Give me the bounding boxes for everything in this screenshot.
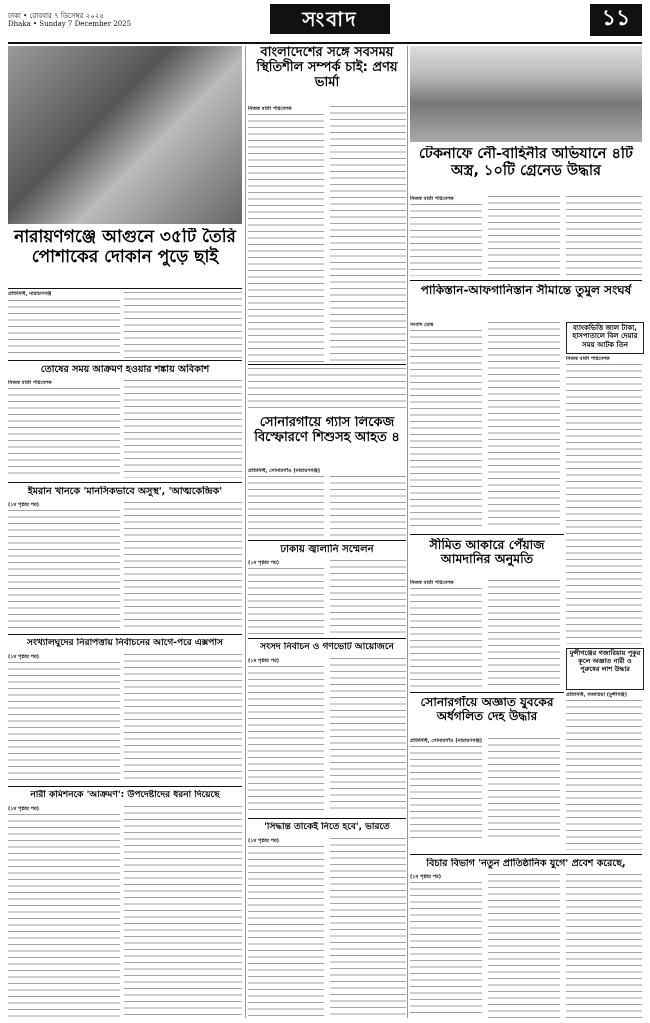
column-divider xyxy=(407,46,408,1018)
teknaf-headline: টেকনাফে নৌ-বাহিনীর অভিযানে ৪টি অস্ত্র, ১০টি গ্রেনেড উদ্ধার xyxy=(419,146,633,179)
election-body-col1 xyxy=(248,666,324,814)
teknaf-body-col3 xyxy=(566,196,642,276)
divider xyxy=(248,818,406,819)
imran-byline: (১ম পৃষ্ঠার পর) xyxy=(8,502,40,508)
munshi-body xyxy=(566,700,642,850)
fire-photo xyxy=(8,46,242,224)
teknaf-body-col1 xyxy=(410,204,482,276)
masthead-date-english: Dhaka • Sunday 7 December 2025 xyxy=(8,20,132,28)
fire-headline: নারায়ণগঞ্জে আগুনে ৩৫টি তৈরি পোশাকের দোকান পুড়ে ছাই xyxy=(14,228,236,267)
india-byline: নিজস্ব বার্তা পরিবেশক xyxy=(248,106,292,112)
divider xyxy=(8,786,242,787)
rasal-body-col1 xyxy=(8,388,120,478)
divider xyxy=(248,364,406,365)
rasal-headline: তোষের সময় আক্রমণ হওয়ার শঙ্কায় অবিকাশ xyxy=(40,364,210,375)
pakafghan-body-col1 xyxy=(410,330,482,530)
election-headline: সংসদ নির্বাচন ও গণভোট আয়োজনে xyxy=(260,642,394,652)
bank-headline: ব্যাংকভিত্তি জাল টাকা, হাসপাতালে বিল দেয়ার সময় আটক তিন xyxy=(572,324,638,349)
dhaka-byline: (১ম পৃষ্ঠার পর) xyxy=(248,560,280,566)
rasal-byline: নিজস্ব বার্তা পরিবেশক xyxy=(8,380,52,386)
column-divider xyxy=(245,46,246,1018)
bank-box xyxy=(566,322,644,354)
election-byline: (১ম পৃষ্ঠার পর) xyxy=(248,658,280,664)
fire-body-col2 xyxy=(124,292,242,358)
india-headline: বাংলাদেশের সঙ্গে সবসময় স্থিতিশীল সম্পর্ক চাই: প্রণয় ভার্মা xyxy=(256,46,398,90)
judiciary-body-col3 xyxy=(566,874,642,1018)
judiciary-body-col1 xyxy=(410,882,482,1018)
gas-headline: সোনারগাঁয়ে গ্যাস লিকেজ বিস্ফোরণে শিশুসহ আহত ৪ xyxy=(254,416,400,445)
onion-headline: সীমিত আকারে পেঁয়াজ আমদানির অনুমতি xyxy=(429,538,545,567)
women-byline: (১ম পৃষ্ঠার পর) xyxy=(8,806,40,812)
women-body-col2 xyxy=(124,806,242,1018)
page-number: ১১ xyxy=(590,4,642,36)
center-body-block xyxy=(248,368,406,412)
women-headline: নারী কমিশনকে 'আক্রমণ': উপদেষ্টাদের ধরনা দিয়েছে xyxy=(30,790,220,800)
newspaper-logo: সংবাদ xyxy=(270,4,390,34)
fire-byline: প্রতিনিধি, নারায়ণগঞ্জ xyxy=(8,291,52,297)
election-body-col2 xyxy=(330,658,406,814)
india-body-col1 xyxy=(248,114,324,362)
decision-byline: (১ম পৃষ্ঠার পর) xyxy=(248,838,280,844)
women-body-col1 xyxy=(8,814,120,1018)
munshi-box xyxy=(566,648,644,690)
minority-headline: সংখ্যালঘুদের নিরাপত্তায় নির্বাচনের আগে-পরে এক্সপাস xyxy=(27,638,223,648)
teknaf-byline: নিজস্ব বার্তা পরিবেশক xyxy=(410,196,454,202)
youth-body-col1 xyxy=(410,746,482,842)
pakafghan-body-col2 xyxy=(488,322,560,530)
divider xyxy=(8,634,242,635)
minority-body-col1 xyxy=(8,662,120,782)
masthead xyxy=(8,4,642,44)
divider xyxy=(248,540,406,541)
india-body-col2 xyxy=(330,106,406,362)
imran-body-col2 xyxy=(124,502,242,630)
imran-body-col1 xyxy=(8,510,120,630)
divider xyxy=(8,482,242,483)
rasal-body-col2 xyxy=(124,380,242,478)
onion-body-col1 xyxy=(410,588,482,688)
minority-body-col2 xyxy=(124,654,242,782)
munshi-byline: প্রতিনিধি, গজারিয়া (মুন্সীগঞ্জ) xyxy=(566,692,627,698)
minority-byline: (১ম পৃষ্ঠার পর) xyxy=(8,654,40,660)
onion-byline: নিজস্ব বার্তা পরিবেশক xyxy=(410,580,454,586)
judiciary-byline: (১ম পৃষ্ঠার পর) xyxy=(410,874,442,880)
judiciary-body-col2 xyxy=(488,874,560,1018)
youth-body-col2 xyxy=(488,738,560,842)
imran-headline: ইমরান খানকে 'মানসিকভাবে অসুস্থ', 'আত্মকেন্দ্রিক' xyxy=(27,486,223,497)
dhaka-body-col1 xyxy=(248,568,324,634)
pakafghan-byline: সংবাদ ডেস্ক xyxy=(410,322,434,328)
decision-headline: 'সিদ্ধান্ত তাকেই নিতে হবে', ভারতে xyxy=(264,822,390,832)
bank-body xyxy=(566,364,642,644)
gas-body-col2 xyxy=(330,476,406,536)
gas-body-col1 xyxy=(248,476,324,536)
divider xyxy=(410,854,642,855)
dhaka-headline: ঢাকায় জ্বালানি সম্মেলন xyxy=(280,544,374,555)
dhaka-body-col2 xyxy=(330,560,406,634)
divider xyxy=(410,280,642,281)
decision-body-col1 xyxy=(248,846,324,1018)
fire-body-col1 xyxy=(8,300,120,358)
divider xyxy=(8,360,242,361)
decision-body-col2 xyxy=(330,838,406,1018)
youth-headline: সোনারগাঁয়ে অজ্ঞাত যুবকের অর্ধগলিত দেহ উদ্ধার xyxy=(420,696,554,723)
teknaf-body-col2 xyxy=(488,196,560,276)
masthead-date-bangla: ঢাকা • রোববার ৭ ডিসেম্বর ২০২৫ xyxy=(8,12,104,20)
youth-byline: প্রতিনিধি, সোনারগাঁও (নারায়ণগঞ্জ) xyxy=(410,738,483,744)
onion-body-col2 xyxy=(488,580,560,688)
bank-byline: নিজস্ব বার্তা পরিবেশক xyxy=(566,356,610,362)
gas-byline: প্রতিনিধি, সোনারগাঁও (নারায়ণগঞ্জ) xyxy=(248,468,321,474)
judiciary-headline: বিচার বিভাগ 'নতুন প্রাতিষ্ঠানিক যুগে' প্রবেশ করেছে, xyxy=(426,858,626,869)
divider xyxy=(8,288,242,289)
divider xyxy=(410,692,564,693)
divider xyxy=(248,638,406,639)
divider xyxy=(410,534,564,535)
munshi-headline: মুন্সীগঞ্জের গজারিয়ায় পুকুর কূলে অজ্ঞাত নারী ও পুরুষের লাশ উদ্ধার xyxy=(569,649,641,673)
weapons-photo xyxy=(410,46,642,142)
pakafghan-headline: পাকিস্তান-আফগানিস্তান সীমান্তে তুমুল সংঘর্ষ xyxy=(420,284,632,297)
